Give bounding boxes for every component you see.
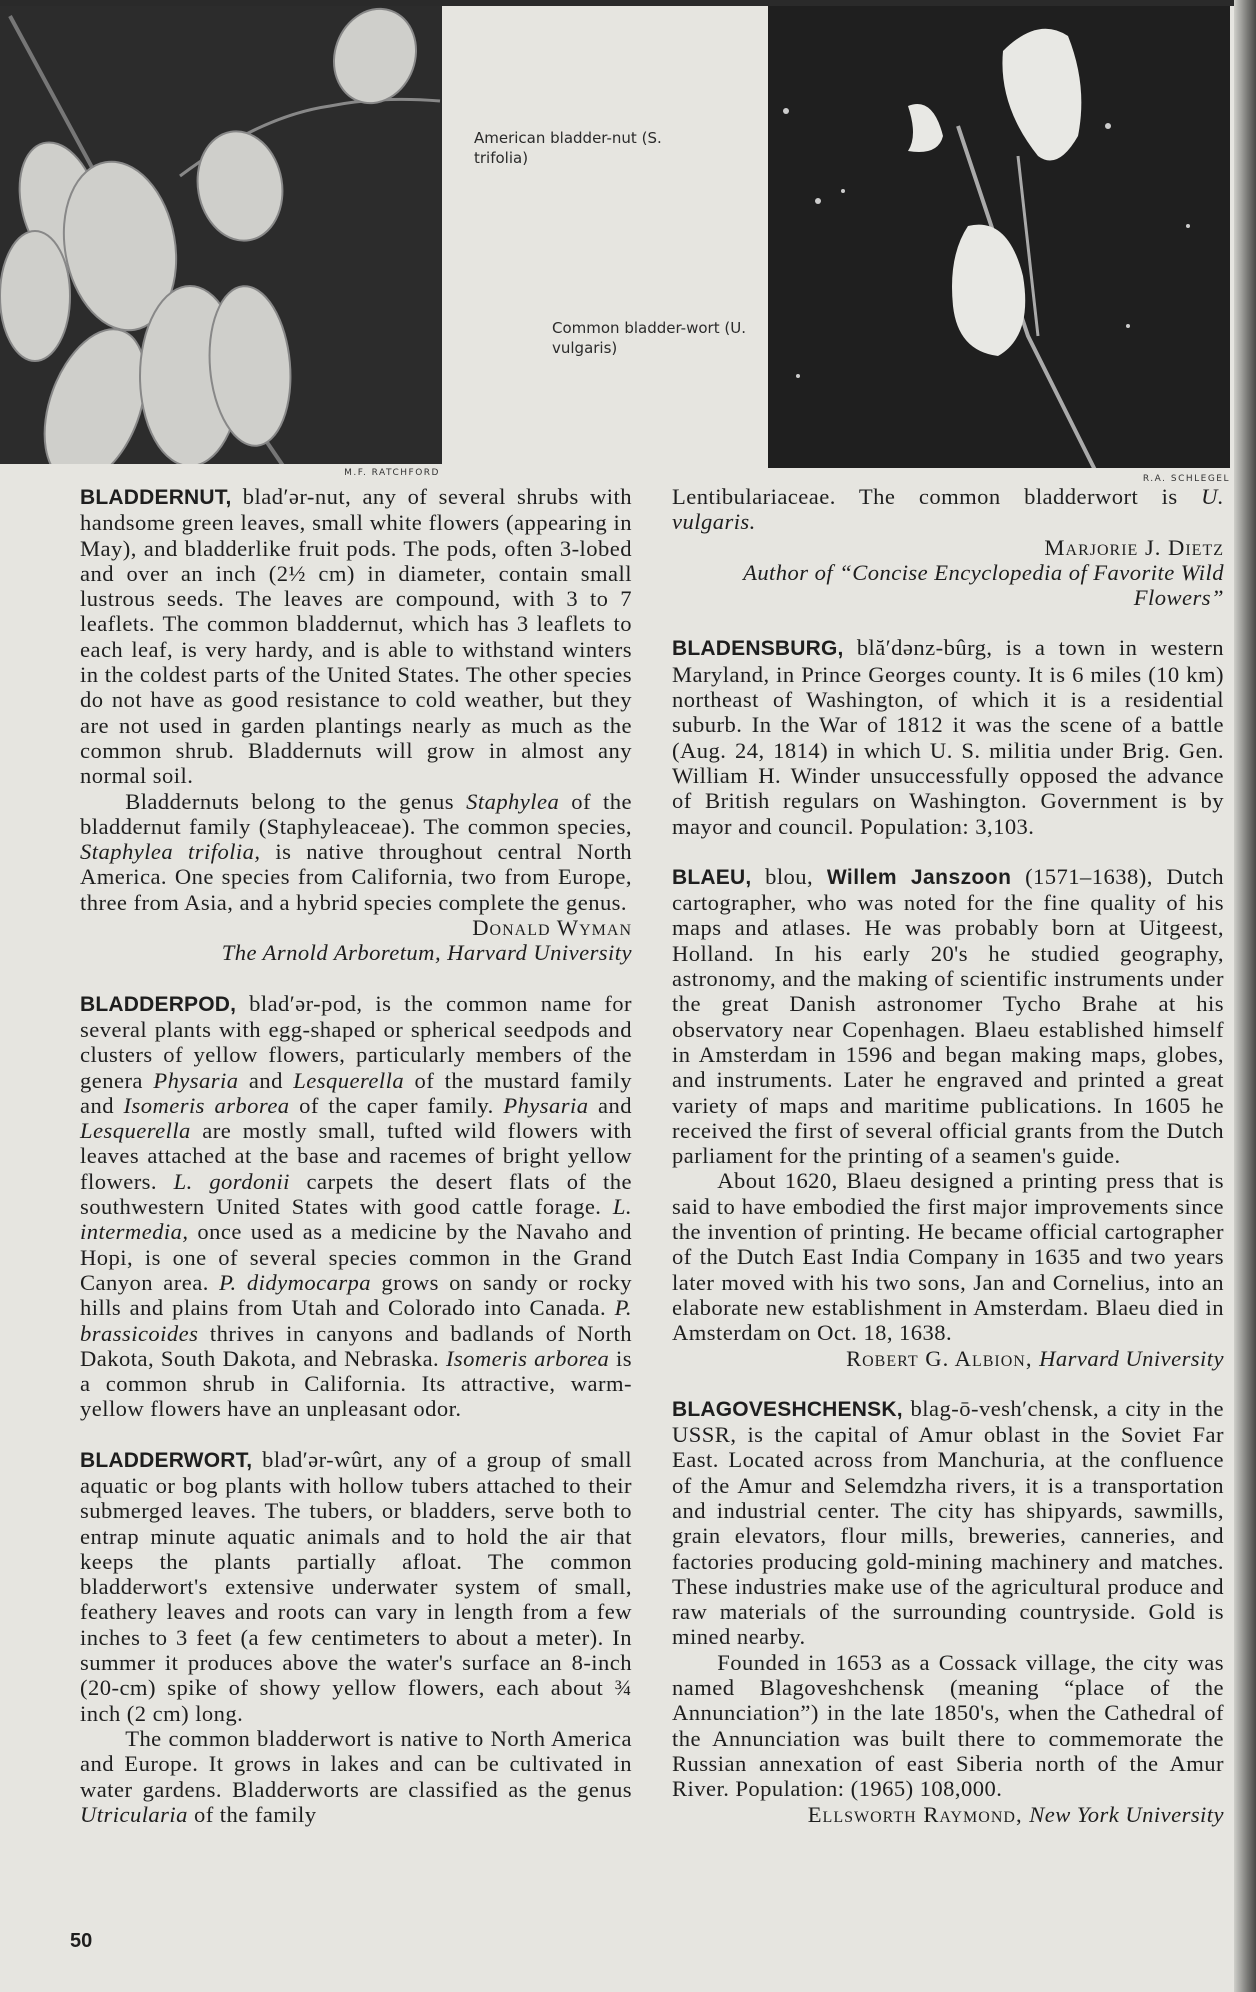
italic-text: P. brassicoides <box>80 1295 632 1346</box>
italic-text: Staphylea trifolia, <box>80 839 261 865</box>
body-text: Lentibulariaceae. The common bladderwort is <box>672 484 1202 509</box>
body-text: blă′dənz-bûrg, is a town in western Maryland, in Prince Georges county. It is 6 miles (10 km) northeast of Washington, of which it is a residential suburb. In the War of 1812 it was the scene of a battle (Aug. 24, 1814) in which U. S. militia under Brig. Gen. William H. Winder unsuccessfully opposed the advance of British regulars on Washington. Government is by mayor and council. Population: 3,103. <box>672 635 1224 839</box>
body-text: of the family <box>187 1801 317 1827</box>
article-paragraph <box>80 991 632 1422</box>
author-credit <box>672 535 1224 560</box>
italic-text: Lesquerella <box>293 1067 405 1093</box>
body-text: are mostly small, tufted wild flowers with leaves attached at the base and racemes of bright yellow flowers. <box>80 1118 632 1194</box>
photo-credit-left: M.F. RATCHFORD <box>344 468 440 478</box>
page-number: 50 <box>70 1930 93 1952</box>
article-paragraph <box>672 1168 1224 1345</box>
body-text: Bladdernuts belong to the genus <box>125 788 467 814</box>
body-text: blad′ər-nut, any of several shrubs with handsome green leaves, small white flowers (appearing in May), and bladderlike fruit pods. The pods, often 3-lobed and over an inch (2½ cm) in diameter, contain small lustrous seeds. The leaves are compound, with 3 to 7 leaflets. The common bladdernut, which has 3 leaflets to each leaf, is very hardy, and is able to withstand winters in the coldest parts of the United States. The other species do not have as good resistance to cold weather, but they are not used in garden plantings nearly as much as the common shrub. Bladdernuts will grow in almost any normal soil. <box>80 484 632 789</box>
body-text: grows on sandy or rocky hills and plains from Utah and Colorado into Canada. <box>80 1269 632 1321</box>
bladdernut-photo <box>0 6 442 464</box>
author-name: Marjorie J. Dietz <box>1044 534 1224 560</box>
article-paragraph <box>672 635 1224 838</box>
body-text: blad′ər-wûrt, any of a group of small aquatic or bog plants with hollow tubers attached to their submerged leaves. The tubers, or bladders, serve both to entrap minute aquatic animals and to hold the air that keeps the plants partially afloat. The common bladderwort's extensive underwater system of small, feathery leaves and roots can vary in length from a few inches to 3 feet (a few centimeters to about a meter). In summer it produces above the water's surface an 8-inch (20-cm) spike of showy yellow flowers, each about ¾ inch (2 cm) long. <box>80 1446 632 1726</box>
article-paragraph <box>80 789 632 915</box>
photo-credit-right: R.A. SCHLEGEL <box>1142 474 1230 484</box>
italic-text: Isomeris arborea <box>123 1092 290 1118</box>
body-text: and <box>588 1092 632 1118</box>
page-binding-edge <box>1234 0 1256 1992</box>
author-name: Robert G. Albion, <box>846 1345 1040 1371</box>
author-credit <box>672 1802 1224 1827</box>
italic-text: Isomeris arborea <box>445 1345 610 1371</box>
italic-text: Author of “Concise Encyclopedia of Favorite Wild Flowers” <box>743 559 1224 611</box>
body-text: About 1620, Blaeu designed a printing press that is said to have embodied the first major improvements since the invention of printing. He became official cartographer of the Dutch East India Company in 1635 and two years later moved with his two sons, Jan and Cornelius, into an elaborate new establishment in Amsterdam. Blaeu died in Amsterdam on Oct. 18, 1638. <box>672 1168 1224 1346</box>
entry-headword: BLADENSBURG, <box>672 637 844 661</box>
entry-headword: BLAGOVESHCHENSK, <box>672 1397 903 1421</box>
entry-headword: BLAEU, <box>672 865 752 889</box>
author-credit <box>80 940 632 965</box>
bold-name: Willem Janszoon <box>826 865 1012 889</box>
author-name: Ellsworth Raymond, <box>807 1801 1030 1827</box>
article-paragraph <box>80 1726 632 1827</box>
entry-headword: BLADDERWORT, <box>80 1448 253 1472</box>
body-text: of the mustard family and <box>80 1067 632 1118</box>
article-paragraph <box>80 1447 632 1726</box>
italic-text: Lesquerella <box>80 1118 191 1144</box>
italic-text: P. didymocarpa <box>219 1269 372 1295</box>
italic-text: L. intermedia, <box>80 1194 632 1245</box>
italic-text: Harvard University <box>1039 1345 1224 1371</box>
author-credit <box>672 1346 1224 1371</box>
body-text: once used as a medicine by the Navaho and Hopi, is one of several species common in the Grand Canyon area. <box>80 1219 632 1295</box>
author-credit <box>672 560 1224 611</box>
italic-text: U. vulgaris. <box>672 484 1224 535</box>
bladderwort-photo <box>768 6 1230 468</box>
text-column-right <box>672 484 1224 1827</box>
italic-text: Physaria <box>503 1092 589 1118</box>
body-text: blou, <box>751 863 827 889</box>
text-column-left <box>80 484 632 1827</box>
author-name: Donald Wyman <box>472 915 632 941</box>
body-text: of the caper family. <box>289 1092 504 1118</box>
body-text: is native throughout central North America. One species from California, two from Europe, three from Asia, and a hybrid species complete the genus. <box>80 839 632 915</box>
article-paragraph <box>672 864 1224 1169</box>
author-credit <box>80 915 632 940</box>
body-text: carpets the desert flats of the southwestern United States with good cattle forage. <box>80 1168 633 1220</box>
body-text: The common bladderwort is native to North America and Europe. It grows in lakes and can be cultivated in water gardens. Bladderworts are classified as the genus <box>80 1725 632 1802</box>
entry-headword: BLADDERPOD, <box>80 992 237 1016</box>
caption-american-bladdernut: American bladder-nut (S. trifolia) <box>474 129 662 167</box>
body-text: blag-ō-vesh′chensk, a city in the USSR, is the capital of Amur oblast in the Soviet Far East. Located across from Manchuria, at the confluence of the Amur and Selemdzha rivers, it is a transportation and industrial center. The city has shipyards, sawmills, grain elevators, flour mills, breweries, canneries, and factories producing gold-mining machinery and matches. These industries make use of the agricultural produce and raw materials of the surrounding countryside. Gold is mined nearby. <box>672 1395 1224 1650</box>
italic-text: Staphylea <box>466 788 560 814</box>
body-text: Founded in 1653 as a Cossack village, the city was named Blagoveshchensk (meaning “place of the Annunciation”) in the late 1850's, when the Cathedral of the Annunciation was built there to commemorate the Russian annexation of east Siberia north of the Amur River. Population: (1965) 108,000. <box>672 1649 1224 1802</box>
body-text: thrives in canyons and badlands of North Dakota, South Dakota, and Nebraska. <box>80 1320 632 1371</box>
italic-text: New York University <box>1029 1801 1224 1827</box>
italic-text: L. gordonii <box>173 1168 290 1194</box>
body-text: of the bladdernut family (Staphyleaceae). The common species, <box>80 788 632 839</box>
italic-text: Utricularia <box>80 1801 188 1827</box>
body-text: is a common shrub in California. Its attractive, warm-yellow flowers have an unpleasant odor. <box>80 1345 632 1422</box>
article-paragraph <box>672 1650 1224 1802</box>
entry-headword: BLADDERNUT, <box>80 486 232 509</box>
body-text: and <box>238 1067 294 1093</box>
article-paragraph <box>672 1396 1224 1650</box>
italic-text: Physaria <box>153 1067 239 1093</box>
article-paragraph <box>80 484 632 789</box>
caption-common-bladderwort: Common bladder-wort (U. vulgaris) <box>552 319 746 357</box>
body-text: (1571–1638), Dutch cartographer, who was noted for the fine quality of his maps and atlases. He was probably born at Uitgeest, Holland. In his early 20's he studied geography, astronomy, and the making of scientific instruments under the great Danish astronomer Tycho Brahe at his observatory near Copenhagen. Blaeu established himself in Amsterdam in 1596 and began making maps, globes, and instruments. Later he engraved and printed a great variety of maps and maritime publications. In 1605 he received the first of several official grants from the Dutch parliament for the printing of a seamen's guide. <box>672 863 1224 1169</box>
italic-text: The Arnold Arboretum, Harvard University <box>221 940 632 966</box>
article-paragraph <box>672 484 1224 535</box>
body-text: blad′ər-pod, is the common name for several plants with egg-shaped or spherical seedpods and clusters of yellow flowers, particularly members of the genera <box>80 990 632 1093</box>
